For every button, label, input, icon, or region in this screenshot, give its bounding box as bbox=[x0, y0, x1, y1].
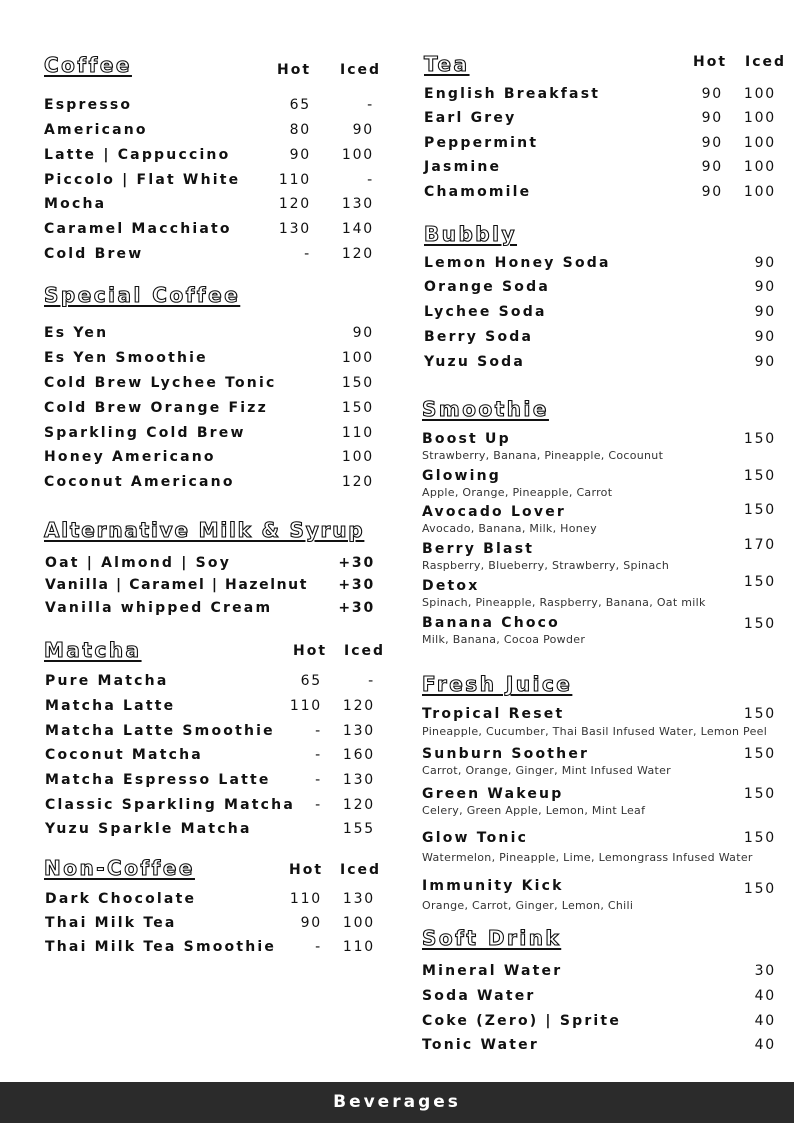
price: +30 bbox=[338, 577, 375, 593]
item-name: Espresso bbox=[44, 97, 133, 113]
hot-price: 90 bbox=[701, 110, 723, 126]
price: 150 bbox=[743, 746, 776, 762]
menu-item bbox=[44, 196, 374, 216]
item-name: Cold Brew bbox=[44, 246, 144, 262]
iced-price: 100 bbox=[341, 147, 374, 163]
item-name: Chamomile bbox=[424, 184, 532, 200]
item-name: Matcha Latte bbox=[45, 698, 176, 714]
menu-item bbox=[422, 1013, 776, 1033]
hot-price: - bbox=[315, 772, 322, 788]
item-name: Classic Sparkling Matcha bbox=[45, 797, 295, 813]
item-description: Strawberry, Banana, Pineapple, Cocounut bbox=[422, 449, 664, 462]
footer-bar bbox=[0, 1082, 794, 1123]
price: 90 bbox=[754, 255, 776, 271]
item-name: Coconut Matcha bbox=[45, 747, 203, 763]
item-name: Cold Brew Orange Fizz bbox=[44, 400, 268, 416]
iced-price: 100 bbox=[743, 159, 776, 175]
menu-item bbox=[45, 821, 375, 841]
item-name: English Breakfast bbox=[424, 86, 601, 102]
menu-item bbox=[424, 304, 776, 324]
item-description: Pineapple, Cucumber, Thai Basil Infused Water, Lemon Peel bbox=[422, 725, 768, 738]
iced-price: 130 bbox=[342, 772, 375, 788]
price: 90 bbox=[352, 325, 374, 341]
menu-item bbox=[44, 172, 374, 192]
iced-price: 140 bbox=[341, 221, 374, 237]
menu-item bbox=[424, 184, 776, 204]
iced-price: 155 bbox=[342, 821, 375, 837]
menu-item bbox=[422, 537, 776, 572]
section-title: Alternative Milk & Syrup bbox=[44, 518, 365, 542]
item-name: Sunburn Soother bbox=[422, 746, 590, 762]
hot-price: 90 bbox=[289, 147, 311, 163]
price: +30 bbox=[338, 555, 375, 571]
iced-price: 130 bbox=[342, 891, 375, 907]
menu-item bbox=[45, 939, 375, 959]
item-description: Orange, Carrot, Ginger, Lemon, Chili bbox=[422, 899, 634, 912]
item-name: Matcha Espresso Latte bbox=[45, 772, 271, 788]
price: 150 bbox=[743, 431, 776, 447]
item-description: Spinach, Pineapple, Raspberry, Banana, Oat milk bbox=[422, 596, 706, 609]
section-title: Coffee bbox=[44, 53, 132, 77]
menu-item bbox=[422, 878, 776, 912]
hot-price: 110 bbox=[278, 172, 311, 188]
menu-item bbox=[422, 431, 776, 462]
item-name: Dark Chocolate bbox=[45, 891, 197, 907]
item-description: Avocado, Banana, Milk, Honey bbox=[422, 522, 597, 535]
menu-item bbox=[44, 400, 374, 420]
price: 150 bbox=[341, 400, 374, 416]
item-description: Carrot, Orange, Ginger, Mint Infused Water bbox=[422, 764, 672, 777]
menu-item bbox=[422, 988, 776, 1008]
item-name: Honey Americano bbox=[44, 449, 216, 465]
iced-price: 100 bbox=[743, 135, 776, 151]
iced-price: 90 bbox=[352, 122, 374, 138]
item-name: Avocado Lover bbox=[422, 504, 567, 520]
menu-item bbox=[45, 673, 375, 693]
iced-column-header: Iced bbox=[344, 643, 386, 659]
hot-price: 65 bbox=[289, 97, 311, 113]
price: 90 bbox=[754, 279, 776, 295]
item-name: Jasmine bbox=[424, 159, 502, 175]
item-name: Vanilla | Caramel | Hazelnut bbox=[45, 577, 309, 593]
iced-price: - bbox=[367, 172, 374, 188]
menu-item bbox=[424, 255, 776, 275]
item-name: Glowing bbox=[422, 468, 502, 484]
iced-column-header: Iced bbox=[745, 54, 787, 70]
section-title: Bubbly bbox=[424, 222, 518, 246]
menu-item bbox=[422, 1037, 776, 1057]
item-name: Berry Blast bbox=[422, 541, 535, 557]
item-name: Orange Soda bbox=[424, 279, 550, 295]
menu-item bbox=[424, 110, 776, 130]
price: +30 bbox=[338, 600, 375, 616]
hot-price: 65 bbox=[300, 673, 322, 689]
price: 30 bbox=[754, 963, 776, 979]
price: 100 bbox=[341, 350, 374, 366]
iced-price: 100 bbox=[743, 184, 776, 200]
menu-item bbox=[422, 746, 776, 777]
menu-item bbox=[45, 772, 375, 792]
iced-price: 100 bbox=[342, 915, 375, 931]
menu-item bbox=[424, 279, 776, 299]
hot-price: 110 bbox=[289, 698, 322, 714]
menu-item bbox=[45, 555, 375, 575]
menu-item bbox=[44, 375, 374, 395]
menu-item bbox=[422, 502, 776, 535]
item-name: Boost Up bbox=[422, 431, 511, 447]
item-name: Es Yen Smoothie bbox=[44, 350, 208, 366]
price: 150 bbox=[743, 786, 776, 802]
menu-item bbox=[44, 97, 374, 117]
price: 120 bbox=[341, 474, 374, 490]
hot-column-header: Hot bbox=[277, 62, 312, 78]
hot-price: - bbox=[315, 939, 322, 955]
item-name: Caramel Macchiato bbox=[44, 221, 232, 237]
section-title: Non-Coffee bbox=[44, 856, 195, 880]
iced-price: - bbox=[367, 97, 374, 113]
item-name: Matcha Latte Smoothie bbox=[45, 723, 275, 739]
price: 40 bbox=[754, 988, 776, 1004]
item-name: Piccolo | Flat White bbox=[44, 172, 241, 188]
price: 90 bbox=[754, 354, 776, 370]
menu-item bbox=[44, 350, 374, 370]
iced-price: 100 bbox=[743, 110, 776, 126]
item-name: Berry Soda bbox=[424, 329, 534, 345]
item-description: Watermelon, Pineapple, Lime, Lemongrass Infused Water bbox=[422, 851, 753, 864]
menu-item bbox=[422, 615, 776, 646]
section-title: Fresh Juice bbox=[422, 672, 573, 696]
hot-price: - bbox=[304, 246, 311, 262]
price: 90 bbox=[754, 304, 776, 320]
item-name: Lemon Honey Soda bbox=[424, 255, 611, 271]
price: 40 bbox=[754, 1013, 776, 1029]
item-description: Apple, Orange, Pineapple, Carrot bbox=[422, 486, 613, 499]
menu-item bbox=[424, 354, 776, 374]
iced-price: 100 bbox=[743, 86, 776, 102]
menu-item bbox=[44, 449, 374, 469]
hot-price: 90 bbox=[701, 184, 723, 200]
item-name: Tropical Reset bbox=[422, 706, 565, 722]
hot-price: 90 bbox=[701, 135, 723, 151]
menu-item bbox=[422, 468, 776, 499]
menu-item bbox=[422, 706, 776, 738]
menu-item bbox=[44, 147, 374, 167]
item-name: Cold Brew Lychee Tonic bbox=[44, 375, 277, 391]
item-name: Es Yen bbox=[44, 325, 109, 341]
iced-price: 120 bbox=[342, 698, 375, 714]
item-name: Coke (Zero) | Sprite bbox=[422, 1013, 622, 1029]
iced-price: - bbox=[368, 673, 375, 689]
item-name: Peppermint bbox=[424, 135, 539, 151]
item-name: Mineral Water bbox=[422, 963, 563, 979]
section-title: Matcha bbox=[44, 638, 142, 662]
iced-price: 120 bbox=[342, 797, 375, 813]
hot-column-header: Hot bbox=[289, 862, 324, 878]
iced-price: 130 bbox=[342, 723, 375, 739]
hot-price: 110 bbox=[289, 891, 322, 907]
iced-price: 160 bbox=[342, 747, 375, 763]
item-name: Thai Milk Tea bbox=[45, 915, 177, 931]
menu-item bbox=[424, 159, 776, 179]
hot-column-header: Hot bbox=[693, 54, 728, 70]
section-title: Tea bbox=[424, 52, 470, 76]
hot-price: 130 bbox=[278, 221, 311, 237]
menu-item bbox=[45, 723, 375, 743]
menu-item bbox=[424, 86, 776, 106]
item-name: Yuzu Sparkle Matcha bbox=[45, 821, 252, 837]
item-name: Lychee Soda bbox=[424, 304, 547, 320]
item-description: Celery, Green Apple, Lemon, Mint Leaf bbox=[422, 804, 646, 817]
menu-item bbox=[44, 425, 374, 445]
item-name: Coconut Americano bbox=[44, 474, 235, 490]
item-name: Glow Tonic bbox=[422, 830, 529, 846]
iced-price: 130 bbox=[341, 196, 374, 212]
menu-item bbox=[44, 246, 374, 266]
item-name: Vanilla whipped Cream bbox=[45, 600, 273, 616]
item-name: Banana Choco bbox=[422, 615, 560, 631]
hot-price: 90 bbox=[701, 86, 723, 102]
menu-item bbox=[44, 221, 374, 241]
iced-price: 120 bbox=[341, 246, 374, 262]
footer-label: Beverages bbox=[333, 1092, 461, 1112]
menu-item bbox=[44, 122, 374, 142]
price: 110 bbox=[341, 425, 374, 441]
menu-item bbox=[45, 915, 375, 935]
price: 150 bbox=[743, 468, 776, 484]
item-name: Detox bbox=[422, 578, 480, 594]
item-name: Earl Grey bbox=[424, 110, 517, 126]
item-name: Green Wakeup bbox=[422, 786, 564, 802]
item-description: Raspberry, Blueberry, Strawberry, Spinach bbox=[422, 559, 670, 572]
hot-price: 80 bbox=[289, 122, 311, 138]
menu-item bbox=[45, 577, 375, 597]
price: 150 bbox=[743, 574, 776, 590]
item-name: Tonic Water bbox=[422, 1037, 539, 1053]
menu-item bbox=[45, 891, 375, 911]
hot-price: - bbox=[315, 723, 322, 739]
price: 100 bbox=[341, 449, 374, 465]
hot-price: - bbox=[315, 747, 322, 763]
hot-price: 90 bbox=[300, 915, 322, 931]
menu-item bbox=[45, 747, 375, 767]
menu-item bbox=[422, 574, 776, 609]
item-name: Soda Water bbox=[422, 988, 536, 1004]
menu-item bbox=[45, 600, 375, 620]
price: 150 bbox=[341, 375, 374, 391]
menu-item bbox=[45, 698, 375, 718]
menu-item bbox=[424, 329, 776, 349]
item-name: Latte | Cappuccino bbox=[44, 147, 231, 163]
price: 150 bbox=[743, 881, 776, 897]
hot-price: 90 bbox=[701, 159, 723, 175]
item-name: Immunity Kick bbox=[422, 878, 564, 894]
price: 40 bbox=[754, 1037, 776, 1053]
section-title: Smoothie bbox=[422, 397, 549, 421]
item-name: Sparkling Cold Brew bbox=[44, 425, 246, 441]
menu-item bbox=[422, 786, 776, 817]
price: 150 bbox=[743, 830, 776, 846]
hot-column-header: Hot bbox=[293, 643, 328, 659]
price: 150 bbox=[743, 616, 776, 632]
menu-item bbox=[422, 963, 776, 983]
price: 90 bbox=[754, 329, 776, 345]
hot-price: - bbox=[315, 797, 322, 813]
menu-item bbox=[424, 135, 776, 155]
item-name: Oat | Almond | Soy bbox=[45, 555, 232, 571]
price: 170 bbox=[743, 537, 776, 553]
section-title: Soft Drink bbox=[422, 926, 562, 950]
item-name: Americano bbox=[44, 122, 148, 138]
iced-column-header: Iced bbox=[340, 862, 382, 878]
menu-item bbox=[44, 474, 374, 494]
iced-price: 110 bbox=[342, 939, 375, 955]
menu-item bbox=[45, 797, 375, 817]
item-name: Pure Matcha bbox=[45, 673, 169, 689]
iced-column-header: Iced bbox=[340, 62, 382, 78]
menu-item bbox=[44, 325, 374, 345]
menu-item bbox=[422, 830, 776, 864]
item-name: Mocha bbox=[44, 196, 107, 212]
item-name: Thai Milk Tea Smoothie bbox=[45, 939, 277, 955]
item-description: Milk, Banana, Cocoa Powder bbox=[422, 633, 586, 646]
item-name: Yuzu Soda bbox=[424, 354, 526, 370]
section-title: Special Coffee bbox=[44, 283, 241, 307]
hot-price: 120 bbox=[278, 196, 311, 212]
price: 150 bbox=[743, 706, 776, 722]
price: 150 bbox=[743, 502, 776, 518]
